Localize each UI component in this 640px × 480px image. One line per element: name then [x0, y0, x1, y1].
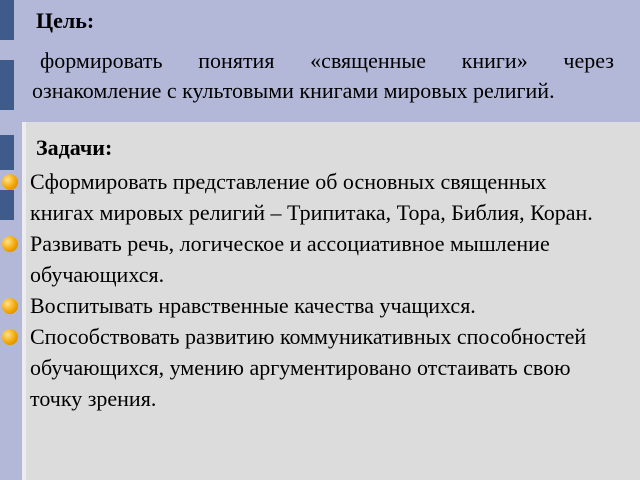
task-item: [0, 321, 600, 414]
bullet-icon: [2, 236, 18, 252]
task-text: Развивать речь, логическое и ассоциативное мышление обучающихся.: [30, 231, 550, 287]
bullet-icon: [2, 298, 18, 314]
tasks-list: [0, 166, 600, 414]
task-item: [0, 228, 600, 290]
bullet-icon: [2, 329, 18, 345]
goal-text: [32, 46, 614, 106]
tasks-heading: Задачи:: [36, 135, 113, 160]
task-text: Способствовать развитию коммуникативных способностей обучающихся, умению аргументировано отстаивать свою точку зрения.: [30, 324, 587, 411]
task-text: Воспитывать нравственные качества учащихся.: [30, 293, 476, 318]
bullet-icon: [2, 174, 18, 190]
task-text: Сформировать представление об основных священных книгах мировых религий – Трипитака, Тора, Библия, Коран.: [30, 169, 593, 225]
goal-text-body: формировать понятия «священные книги» через ознакомление с культовыми книгами мировых религий.: [32, 48, 614, 103]
task-item: [0, 166, 600, 228]
goal-heading: Цель:: [36, 8, 95, 33]
task-item: [0, 290, 600, 321]
